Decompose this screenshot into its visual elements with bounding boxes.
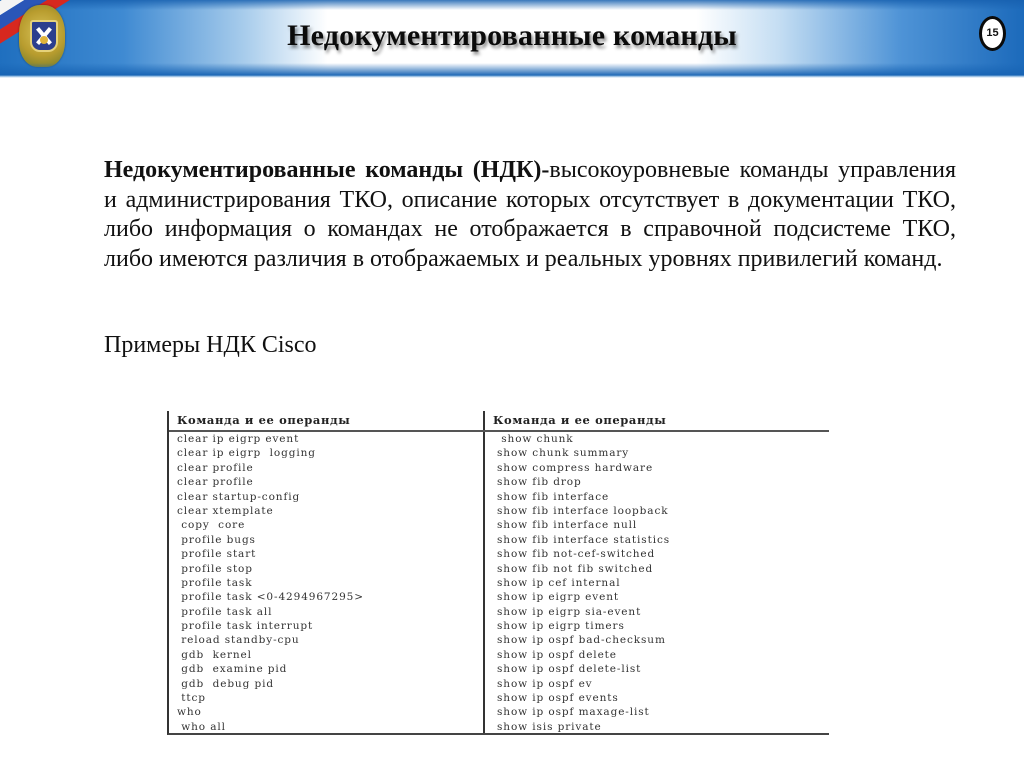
table-row: reload standby-cpu	[177, 634, 300, 647]
table-row: show ip eigrp sia-event	[497, 605, 642, 618]
page-number-badge: 15	[979, 16, 1006, 51]
table-row: show fib interface	[497, 490, 610, 503]
table-row: profile task <0-4294967295>	[177, 591, 364, 604]
table-row: show isis private	[497, 720, 602, 733]
table-row: profile task	[177, 576, 253, 589]
table-row: clear profile	[177, 476, 254, 489]
table-row: show fib interface null	[497, 519, 638, 532]
table-row: gdb debug pid	[177, 677, 274, 690]
table-row: show ip ospf delete	[497, 648, 617, 661]
table-row: show ip ospf events	[497, 692, 619, 705]
table-row: show ip eigrp timers	[497, 620, 625, 633]
commands-column-left	[167, 411, 485, 735]
table-row: profile stop	[177, 562, 253, 575]
table-row: clear ip eigrp event	[177, 433, 300, 445]
table-row: show fib not fib switched	[497, 562, 654, 575]
header-divider	[0, 75, 1024, 78]
slide-title: Недокументированные команды	[287, 19, 737, 52]
table-row: ttcp	[177, 692, 206, 705]
table-row: show fib drop	[497, 476, 582, 489]
table-row: gdb kernel	[177, 648, 252, 661]
definition-text: высокоуровневые команды управления и администрирования ТКО, описание которых отсутствует в документации ТКО, либо информация о командах не отображается в справочной подсистеме ТКО, либо имеются различия в отображаемых и реальных уровнях привилегий команд.	[104, 157, 956, 272]
table-row: profile start	[177, 548, 257, 561]
table-row: show compress hardware	[497, 461, 654, 474]
table-row: show chunk	[497, 433, 574, 445]
table-row: copy core	[177, 519, 246, 532]
slide-header	[0, 0, 1024, 75]
definition-paragraph	[104, 156, 956, 274]
table-row: show ip ospf ev	[497, 677, 593, 690]
table-row: clear ip eigrp logging	[177, 447, 316, 460]
table-row: who all	[177, 720, 226, 733]
table-row: gdb examine pid	[177, 663, 288, 676]
table-row: show chunk summary	[497, 447, 630, 460]
column-header: Команда и ее операнды	[169, 411, 483, 432]
table-row: show ip eigrp event	[497, 591, 620, 604]
table-row: show fib interface statistics	[497, 533, 671, 546]
table-row: show ip ospf bad-checksum	[497, 634, 666, 647]
table-row: clear profile	[177, 461, 254, 474]
table-row: profile bugs	[177, 533, 256, 546]
table-row: show ip ospf maxage-list	[497, 706, 650, 719]
table-row: profile task all	[177, 605, 273, 618]
definition-term: Недокументированные команды (НДК)-	[104, 157, 550, 183]
column-header: Команда и ее операнды	[483, 411, 829, 432]
table-row: show fib interface loopback	[497, 504, 669, 517]
examples-label: Примеры НДК Cisco	[104, 332, 317, 358]
table-row: show ip cef internal	[497, 576, 621, 589]
table-row: show ip ospf delete-list	[497, 663, 642, 676]
commands-column-right	[483, 411, 829, 735]
table-row: clear startup-config	[177, 490, 301, 503]
table-row: profile task interrupt	[177, 620, 314, 633]
table-row: clear xtemplate	[177, 504, 274, 517]
table-row: show fib not-cef-switched	[497, 548, 656, 561]
table-row: who	[177, 706, 202, 719]
